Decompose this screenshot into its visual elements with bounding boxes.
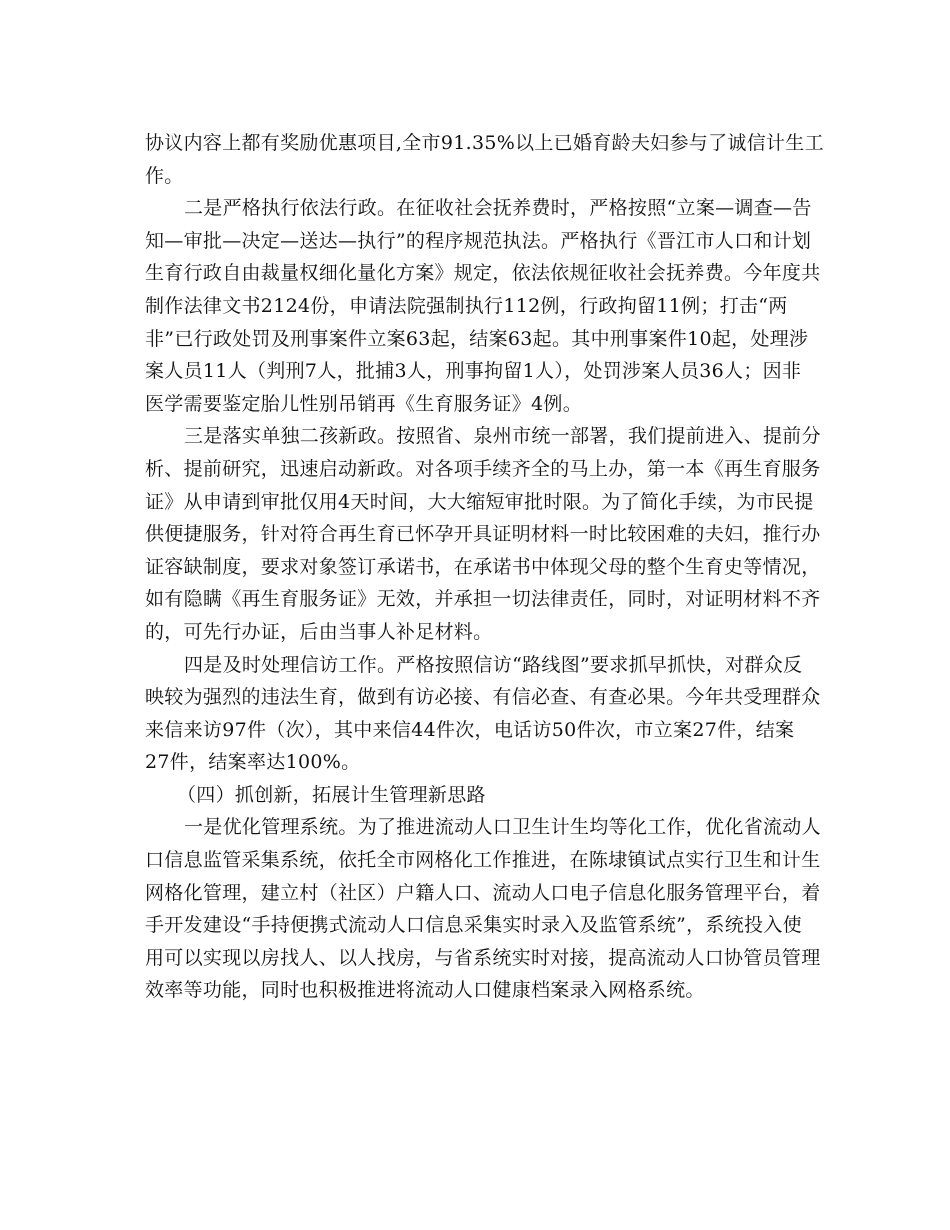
text-line: 二是严格执行依法行政。在征收社会抚养费时，严格按照“立案—调查—告 xyxy=(184,197,812,220)
text-line: 知—审批—决定—送达—执行”的程序规范执法。严格执行《晋江市人口和计划 xyxy=(145,229,812,252)
text-line: 的，可先行办证，后由当事人补足材料。 xyxy=(145,620,493,643)
text-line: 协议内容上都有奖励优惠项目,全市91.35%以上已婚育龄夫妇参与了诚信计生工 xyxy=(145,132,824,154)
text-line: 用可以实现以房找人、以人找房，与省系统实时对接，提高流动人口协管员管理 xyxy=(145,946,821,969)
text-line: 析、提前研究，迅速启动新政。对各项手续齐全的马上办，第一本《再生育服务 xyxy=(145,457,821,480)
document-body xyxy=(145,127,824,1007)
text-line: 27件，结案率达100%。 xyxy=(145,751,361,774)
text-line: 案人员11人（判刑7人，批捕3人，刑事拘留1人），处罚涉案人员36人；因非 xyxy=(145,360,802,383)
text-line: 来信来访97件（次），其中来信44件次，电话访50件次，市立案27件，结案 xyxy=(145,718,795,741)
text-line: 证》从申请到审批仅用4天时间，大大缩短审批时限。为了简化手续，为市民提 xyxy=(145,490,814,513)
text-line: 非”已行政处罚及刑事案件立案63起，结案63起。其中刑事案件10起，处理涉 xyxy=(145,327,809,350)
text-line: 映较为强烈的违法生育，做到有访必接、有信必查、有查必果。今年共受理群众 xyxy=(145,686,821,709)
section-heading: （四）抓创新，拓展计生管理新思路 xyxy=(177,783,486,806)
text-line: 供便捷服务，针对符合再生育已怀孕开具证明材料一时比较困难的夫妇，推行办 xyxy=(145,523,821,546)
text-line: 医学需要鉴定胎儿性别吊销再《生育服务证》4例。 xyxy=(145,392,582,415)
text-line: 证容缺制度，要求对象签订承诺书，在承诺书中体现父母的整个生育史等情况， xyxy=(145,555,821,578)
text-line: 一是优化管理系统。为了推进流动人口卫生计生均等化工作，优化省流动人 xyxy=(184,816,821,839)
text-line: 网格化管理，建立村（社区）户籍人口、流动人口电子信息化服务管理平台，着 xyxy=(145,881,821,904)
text-line: 如有隐瞒《再生育服务证》无效，并承担一切法律责任，同时，对证明材料不齐 xyxy=(145,588,821,611)
text-line: 三是落实单独二孩新政。按照省、泉州市统一部署，我们提前进入、提前分 xyxy=(184,425,821,448)
text-line: 作。 xyxy=(145,164,184,187)
text-line: 生育行政自由裁量权细化量化方案》规定，依法依规征收社会抚养费。今年度共 xyxy=(145,262,821,285)
text-line: 效率等功能，同时也积极推进将流动人口健康档案录入网格系统。 xyxy=(145,979,705,1002)
text-line: 制作法律文书2124份，申请法院强制执行112例，行政拘留11例；打击“两 xyxy=(145,294,788,317)
text-line: 四是及时处理信访工作。严格按照信访“路线图”要求抓早抓快，对群众反 xyxy=(184,653,803,676)
text-line: 手开发建设“手持便携式流动人口信息采集实时录入及监管系统”，系统投入使 xyxy=(145,914,802,937)
text-line: 口信息监管采集系统，依托全市网格化工作推进，在陈埭镇试点实行卫生和计生 xyxy=(145,849,821,872)
